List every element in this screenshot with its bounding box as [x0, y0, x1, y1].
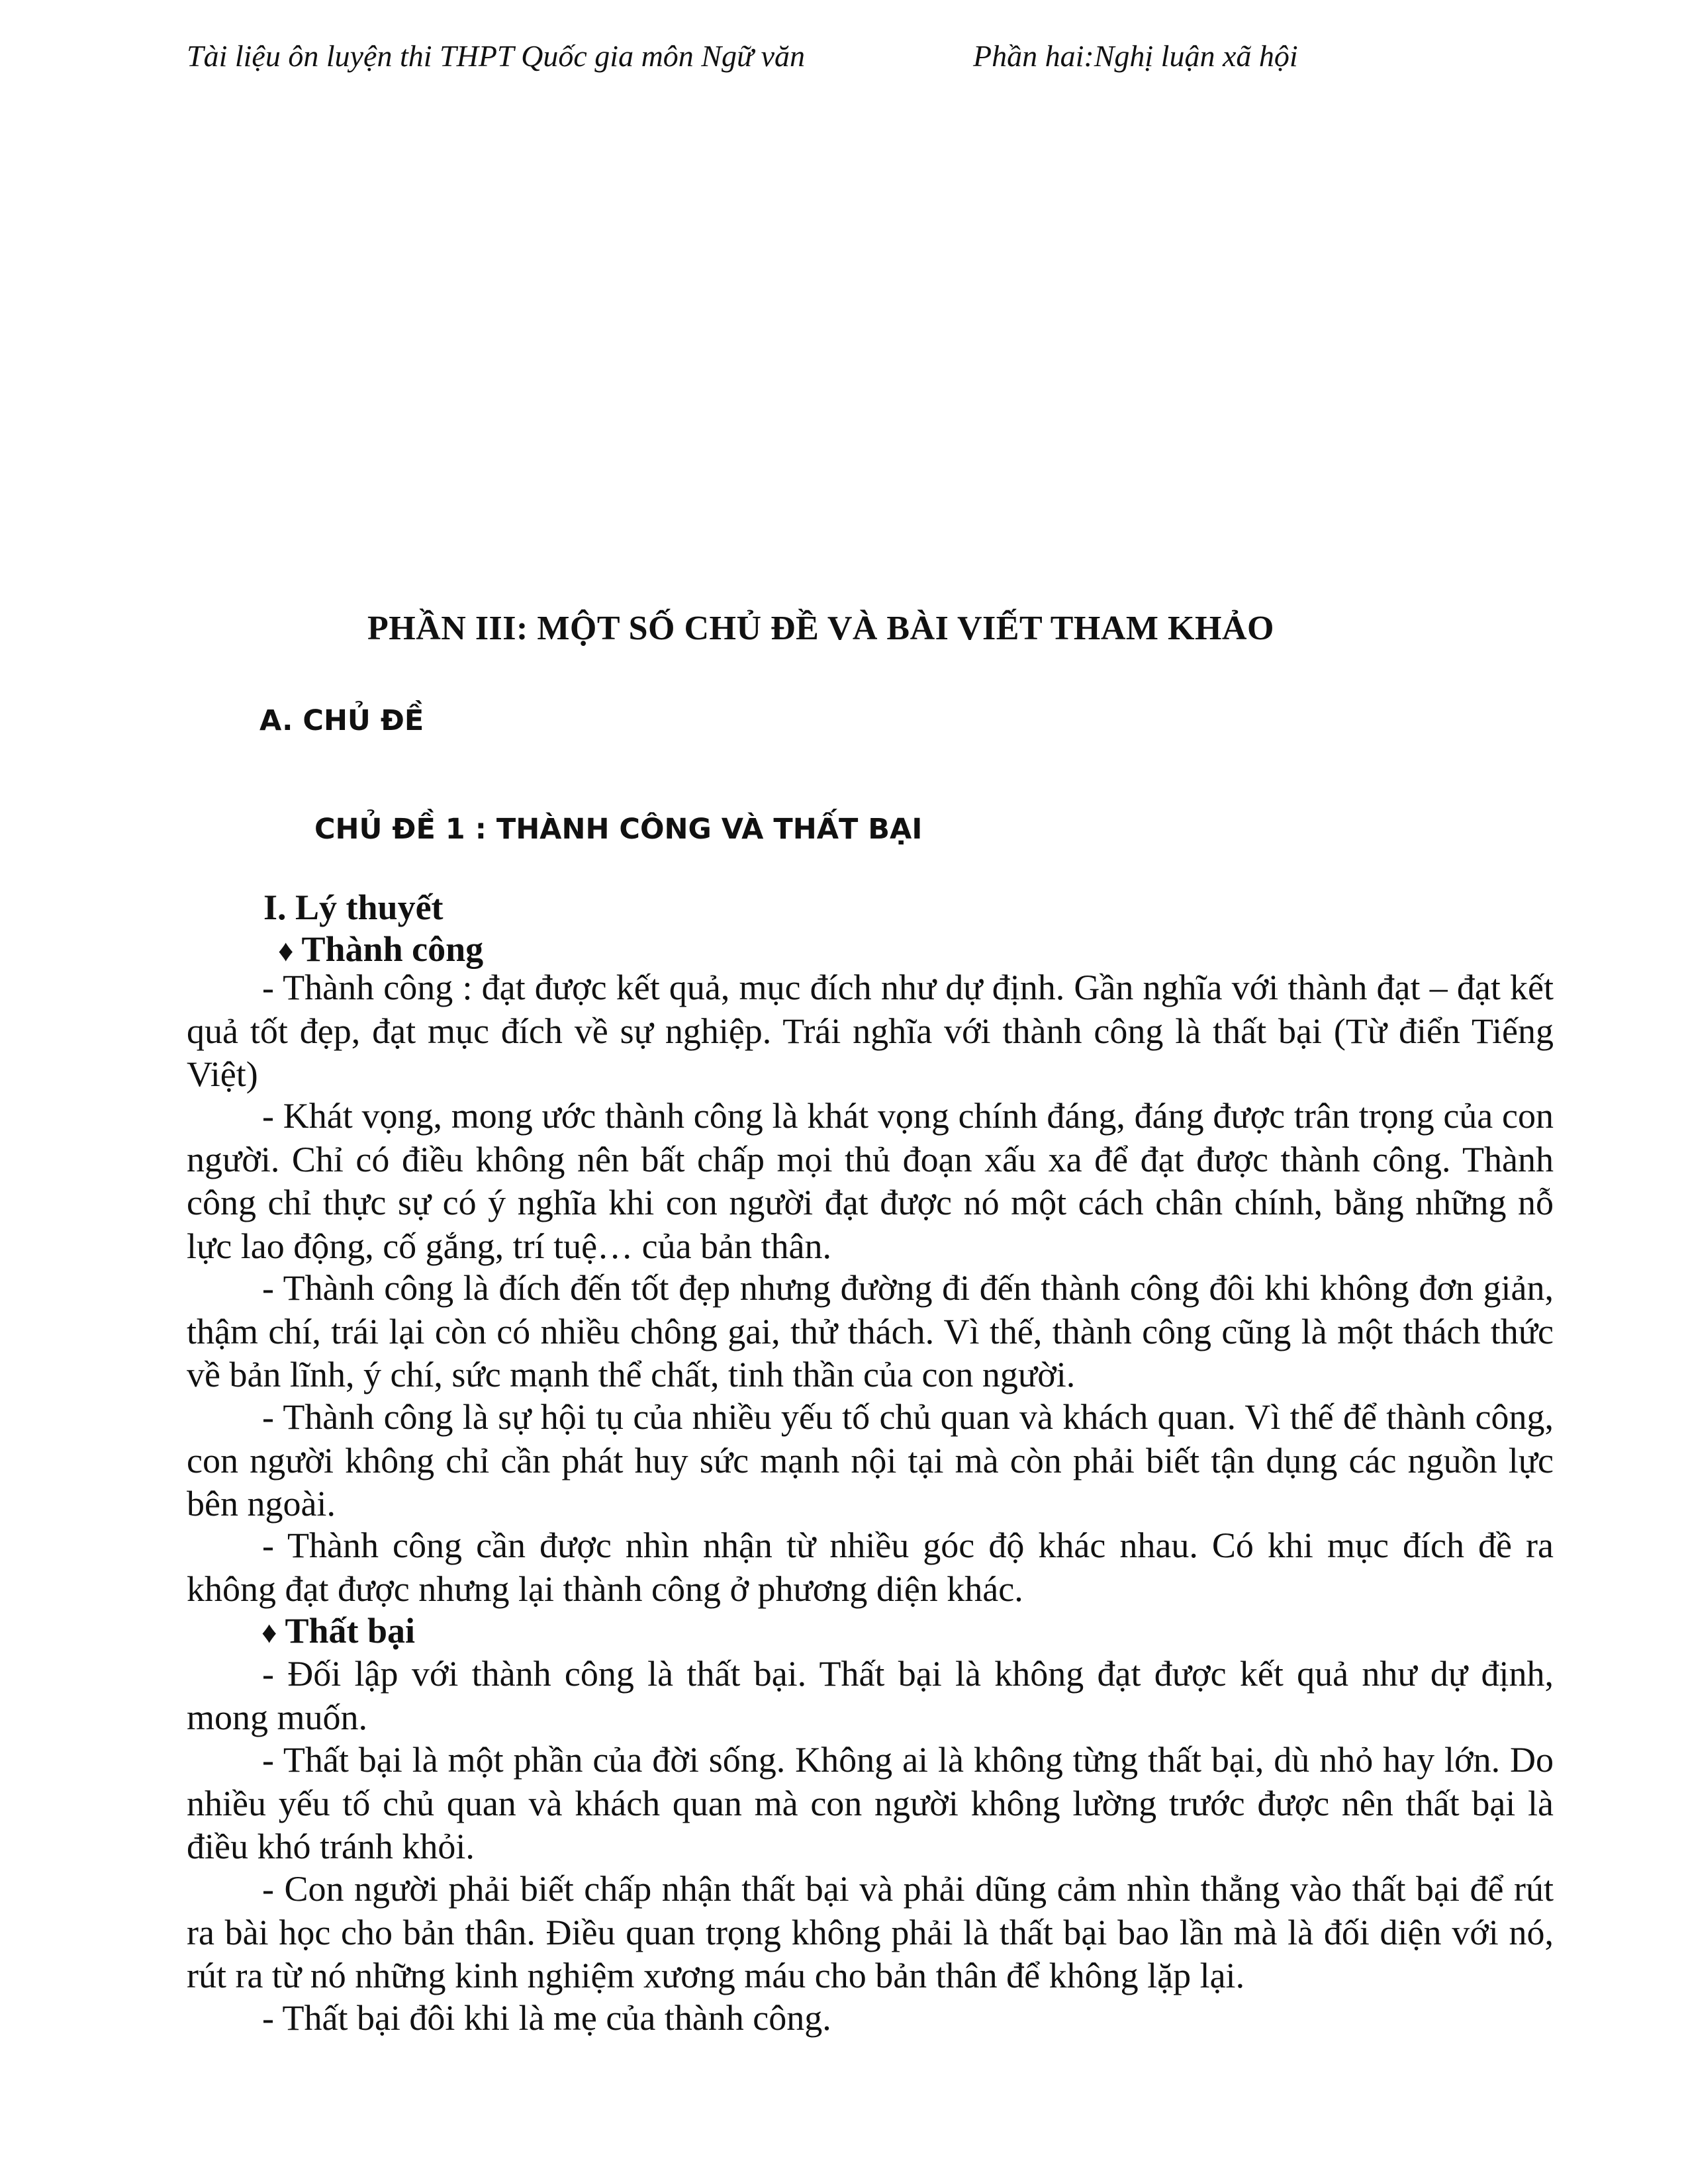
diamond-bullet-icon: ♦ [278, 934, 294, 968]
success-paragraph-2: - Khát vọng, mong ước thành công là khát vọng chính đáng, đáng được trân trọng của con người. Chỉ có điều không nên bất chấp mọi thủ đoạn xấu xa để đạt được thành công. Thành công chỉ thực sự có ý nghĩa khi con người đạt được nó một cách chân chính, bằng những nỗ lực lao động, cố gắng, trí tuệ… của bản thân. [187, 1096, 1554, 1266]
success-paragraph-3: - Thành công là đích đến tốt đẹp nhưng đường đi đến thành công đôi khi không đơn giản, thậm chí, trái lại còn có nhiều chông gai, thử thách. Vì thế, thành công cũng là một thách thức về bản lĩnh, ý chí, sức mạnh thể chất, tinh thần của con người. [187, 1268, 1554, 1394]
failure-paragraph-2: - Thất bại là một phần của đời sống. Không ai là không từng thất bại, dù nhỏ hay lớn. Do nhiều yếu tố chủ quan và khách quan mà con người không lường trước được nên thất bại là điều khó tránh khỏi. [187, 1740, 1554, 1866]
topic-heading: CHỦ ĐỀ 1 : THÀNH CÔNG VÀ THẤT BẠI [314, 813, 923, 846]
header-document-title: Tài liệu ôn luyện thi THPT Quốc gia môn Ngữ văn [187, 39, 805, 73]
success-paragraph-1: - Thành công : đạt được kết quả, mục đích như dự định. Gần nghĩa với thành đạt – đạt kết quả tốt đẹp, đạt mục đích về sự nghiệp. Trái nghĩa với thành công là thất bại (Từ điển Tiếng Việt) [187, 968, 1554, 1094]
diamond-bullet-icon: ♦ [261, 1615, 277, 1649]
failure-paragraph-4: - Thất bại đôi khi là mẹ của thành công. [262, 1998, 831, 2038]
success-heading-label: Thành công [301, 929, 484, 969]
success-paragraph-5: - Thành công cần được nhìn nhận từ nhiều góc độ khác nhau. Có khi mục đích đề ra không đạt được nhưng lại thành công ở phương diện khác. [187, 1525, 1554, 1609]
failure-heading-label: Thất bại [285, 1611, 416, 1651]
failure-heading [261, 1610, 415, 1651]
theory-heading: I. Lý thuyết [263, 887, 444, 927]
failure-paragraph-1: - Đối lập với thành công là thất bại. Thất bại là không đạt được kết quả như dự định, mong muốn. [187, 1654, 1554, 1737]
header-section-title: Phần hai:Nghị luận xã hội [973, 39, 1298, 73]
failure-paragraph-3: - Con người phải biết chấp nhận thất bại và phải dũng cảm nhìn thẳng vào thất bại để rút ra bài học cho bản thân. Điều quan trọng không phải là thất bại bao lần mà là đối diện với nó, rút ra từ nó những kinh nghiệm xương máu cho bản thân để không lặp lại. [187, 1869, 1554, 1995]
section-heading: A. CHỦ ĐỀ [259, 704, 424, 737]
part-title: PHẦN III: MỘT SỐ CHỦ ĐỀ VÀ BÀI VIẾT THAM KHẢO [367, 610, 1274, 647]
success-paragraph-4: - Thành công là sự hội tụ của nhiều yếu tố chủ quan và khách quan. Vì thế để thành công, con người không chỉ cần phát huy sức mạnh nội tại mà còn phải biết tận dụng các nguồn lực bên ngoài. [187, 1397, 1554, 1524]
success-heading [278, 929, 483, 970]
